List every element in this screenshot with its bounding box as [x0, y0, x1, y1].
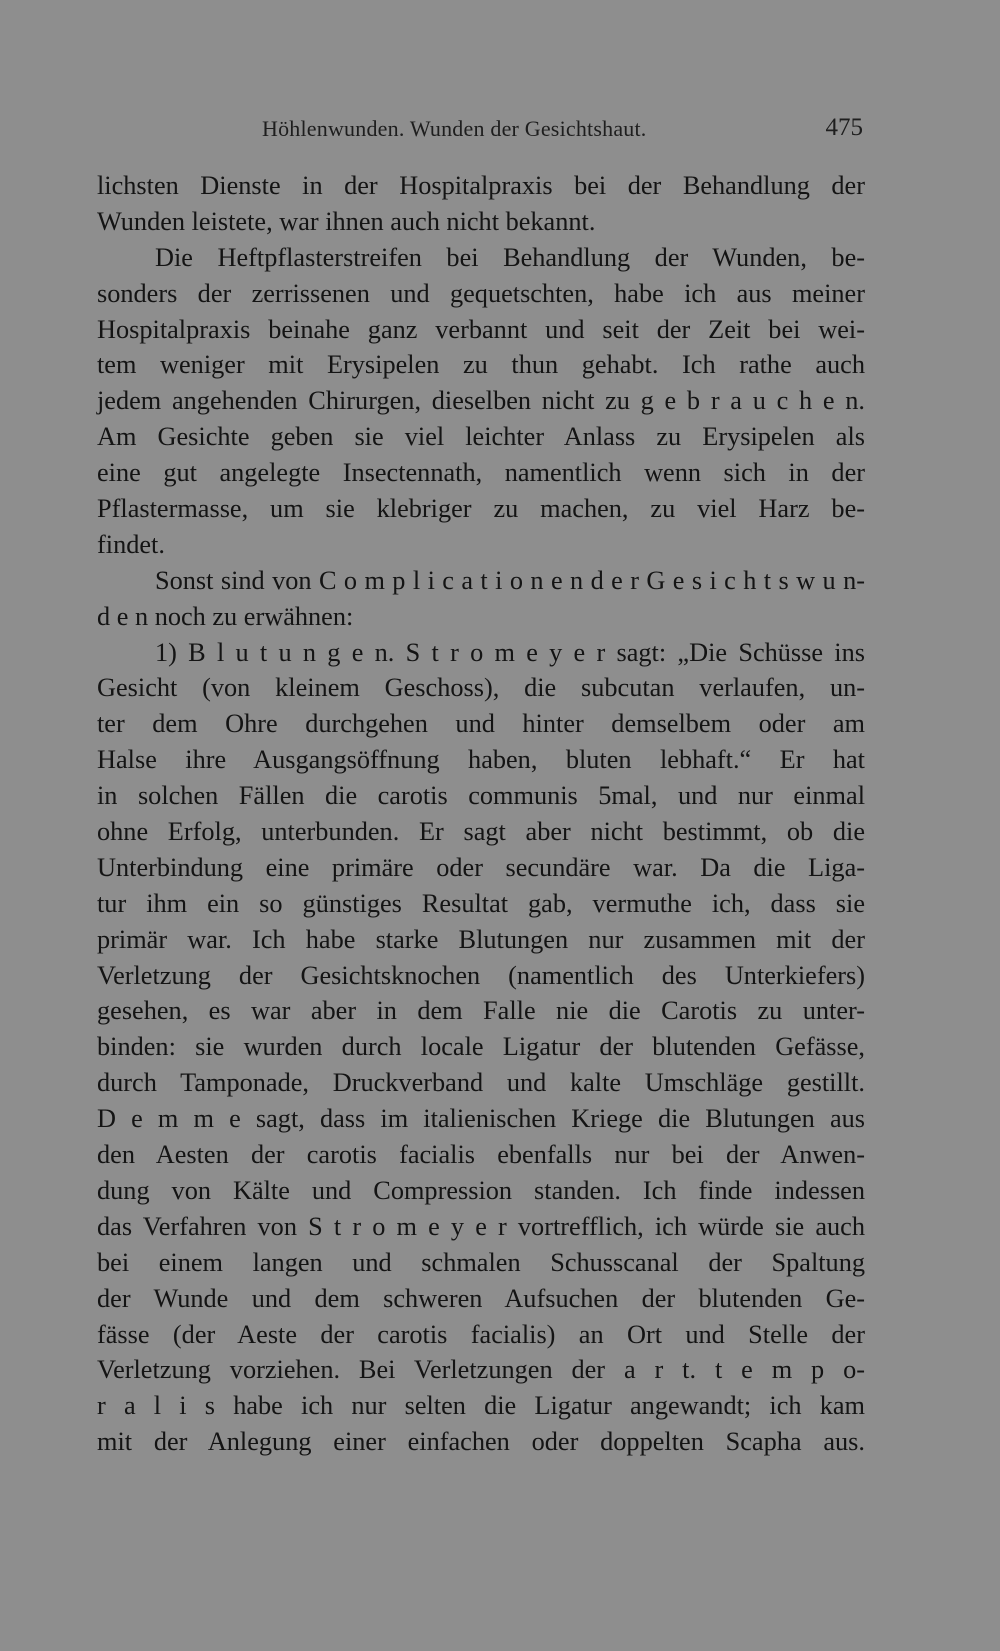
text-line: gesehen, es war aber in dem Falle nie die Carotis zu unter-	[97, 996, 865, 1026]
body-text	[97, 168, 865, 1460]
text-line: binden: sie wurden durch locale Ligatur der blutenden Gefässe,	[97, 1032, 865, 1062]
text-line: der Wunde und dem schweren Aufsuchen der blutenden Ge-	[97, 1283, 865, 1313]
text-line: jedem angehenden Chirurgen, dieselben nicht zu g e b r a u c h e n.	[97, 386, 865, 416]
text-line: findet.	[97, 529, 165, 559]
text-line: Sonst sind von C o m p l i c a t i o n e n d e r G e s i c h t s w u n-	[155, 565, 865, 595]
text-line: r a l i s habe ich nur selten die Ligatur angewandt; ich kam	[97, 1391, 865, 1421]
text-line: den Aesten der carotis facialis ebenfalls nur bei der Anwen-	[97, 1140, 865, 1170]
text-line: Verletzung vorziehen. Bei Verletzungen der a r t. t e m p o-	[97, 1355, 865, 1385]
text-line: ter dem Ohre durchgehen und hinter demselbem oder am	[97, 709, 865, 739]
text-line: Wunden leistete, war ihnen auch nicht bekannt.	[97, 206, 596, 236]
text-line: fässe (der Aeste der carotis facialis) an Ort und Stelle der	[97, 1319, 865, 1349]
text-line: ohne Erfolg, unterbunden. Er sagt aber nicht bestimmt, ob die	[97, 817, 865, 847]
text-line: Gesicht (von kleinem Geschoss), die subcutan verlaufen, un-	[97, 673, 865, 703]
text-line: primär war. Ich habe starke Blutungen nur zusammen mit der	[97, 924, 865, 954]
text-line: Unterbindung eine primäre oder secundäre war. Da die Liga-	[97, 852, 865, 882]
text-line: tur ihm ein so günstiges Resultat gab, vermuthe ich, dass sie	[97, 888, 865, 918]
text-line: mit der Anlegung einer einfachen oder doppelten Scapha aus.	[97, 1427, 865, 1457]
text-line: Am Gesichte geben sie viel leichter Anlass zu Erysipelen als	[97, 422, 865, 452]
text-line: Hospitalpraxis beinahe ganz verbannt und seit der Zeit bei wei-	[97, 314, 865, 344]
text-line: 1) B l u t u n g e n. S t r o m e y e r sagt: „Die Schüsse ins	[155, 637, 865, 667]
text-line: das Verfahren von S t r o m e y e r vortrefflich, ich würde sie auch	[97, 1211, 865, 1241]
text-line: tem weniger mit Erysipelen zu thun gehabt. Ich rathe auch	[97, 350, 865, 380]
text-line: Die Heftpflasterstreifen bei Behandlung der Wunden, be-	[155, 242, 865, 272]
text-line: durch Tamponade, Druckverband und kalte Umschläge gestillt.	[97, 1068, 865, 1098]
text-line: lichsten Dienste in der Hospitalpraxis bei der Behandlung der	[97, 171, 865, 200]
running-head	[97, 112, 865, 148]
text-line: Pflastermasse, um sie klebriger zu machen, zu viel Harz be-	[97, 494, 865, 524]
text-line: in solchen Fällen die carotis communis 5mal, und nur einmal	[97, 781, 865, 811]
text-line: D e m m e sagt, dass im italienischen Kriege die Blutungen aus	[97, 1104, 865, 1134]
text-line: Halse ihre Ausgangsöffnung haben, bluten lebhaft.“ Er hat	[97, 745, 865, 775]
text-line: Verletzung der Gesichtsknochen (namentlich des Unterkiefers)	[97, 960, 865, 990]
page-number: 475	[825, 114, 863, 141]
text-line: d e n noch zu erwähnen:	[97, 601, 354, 631]
text-line: sonders der zerrissenen und gequetschten, habe ich aus meiner	[97, 278, 865, 308]
text-line: bei einem langen und schmalen Schusscanal der Spaltung	[97, 1247, 865, 1277]
text-line: dung von Kälte und Compression standen. Ich finde indessen	[97, 1175, 865, 1205]
running-head-title: Höhlenwunden. Wunden der Gesichtshaut.	[262, 116, 647, 141]
text-line: eine gut angelegte Insectennath, namentlich wenn sich in der	[97, 458, 865, 488]
